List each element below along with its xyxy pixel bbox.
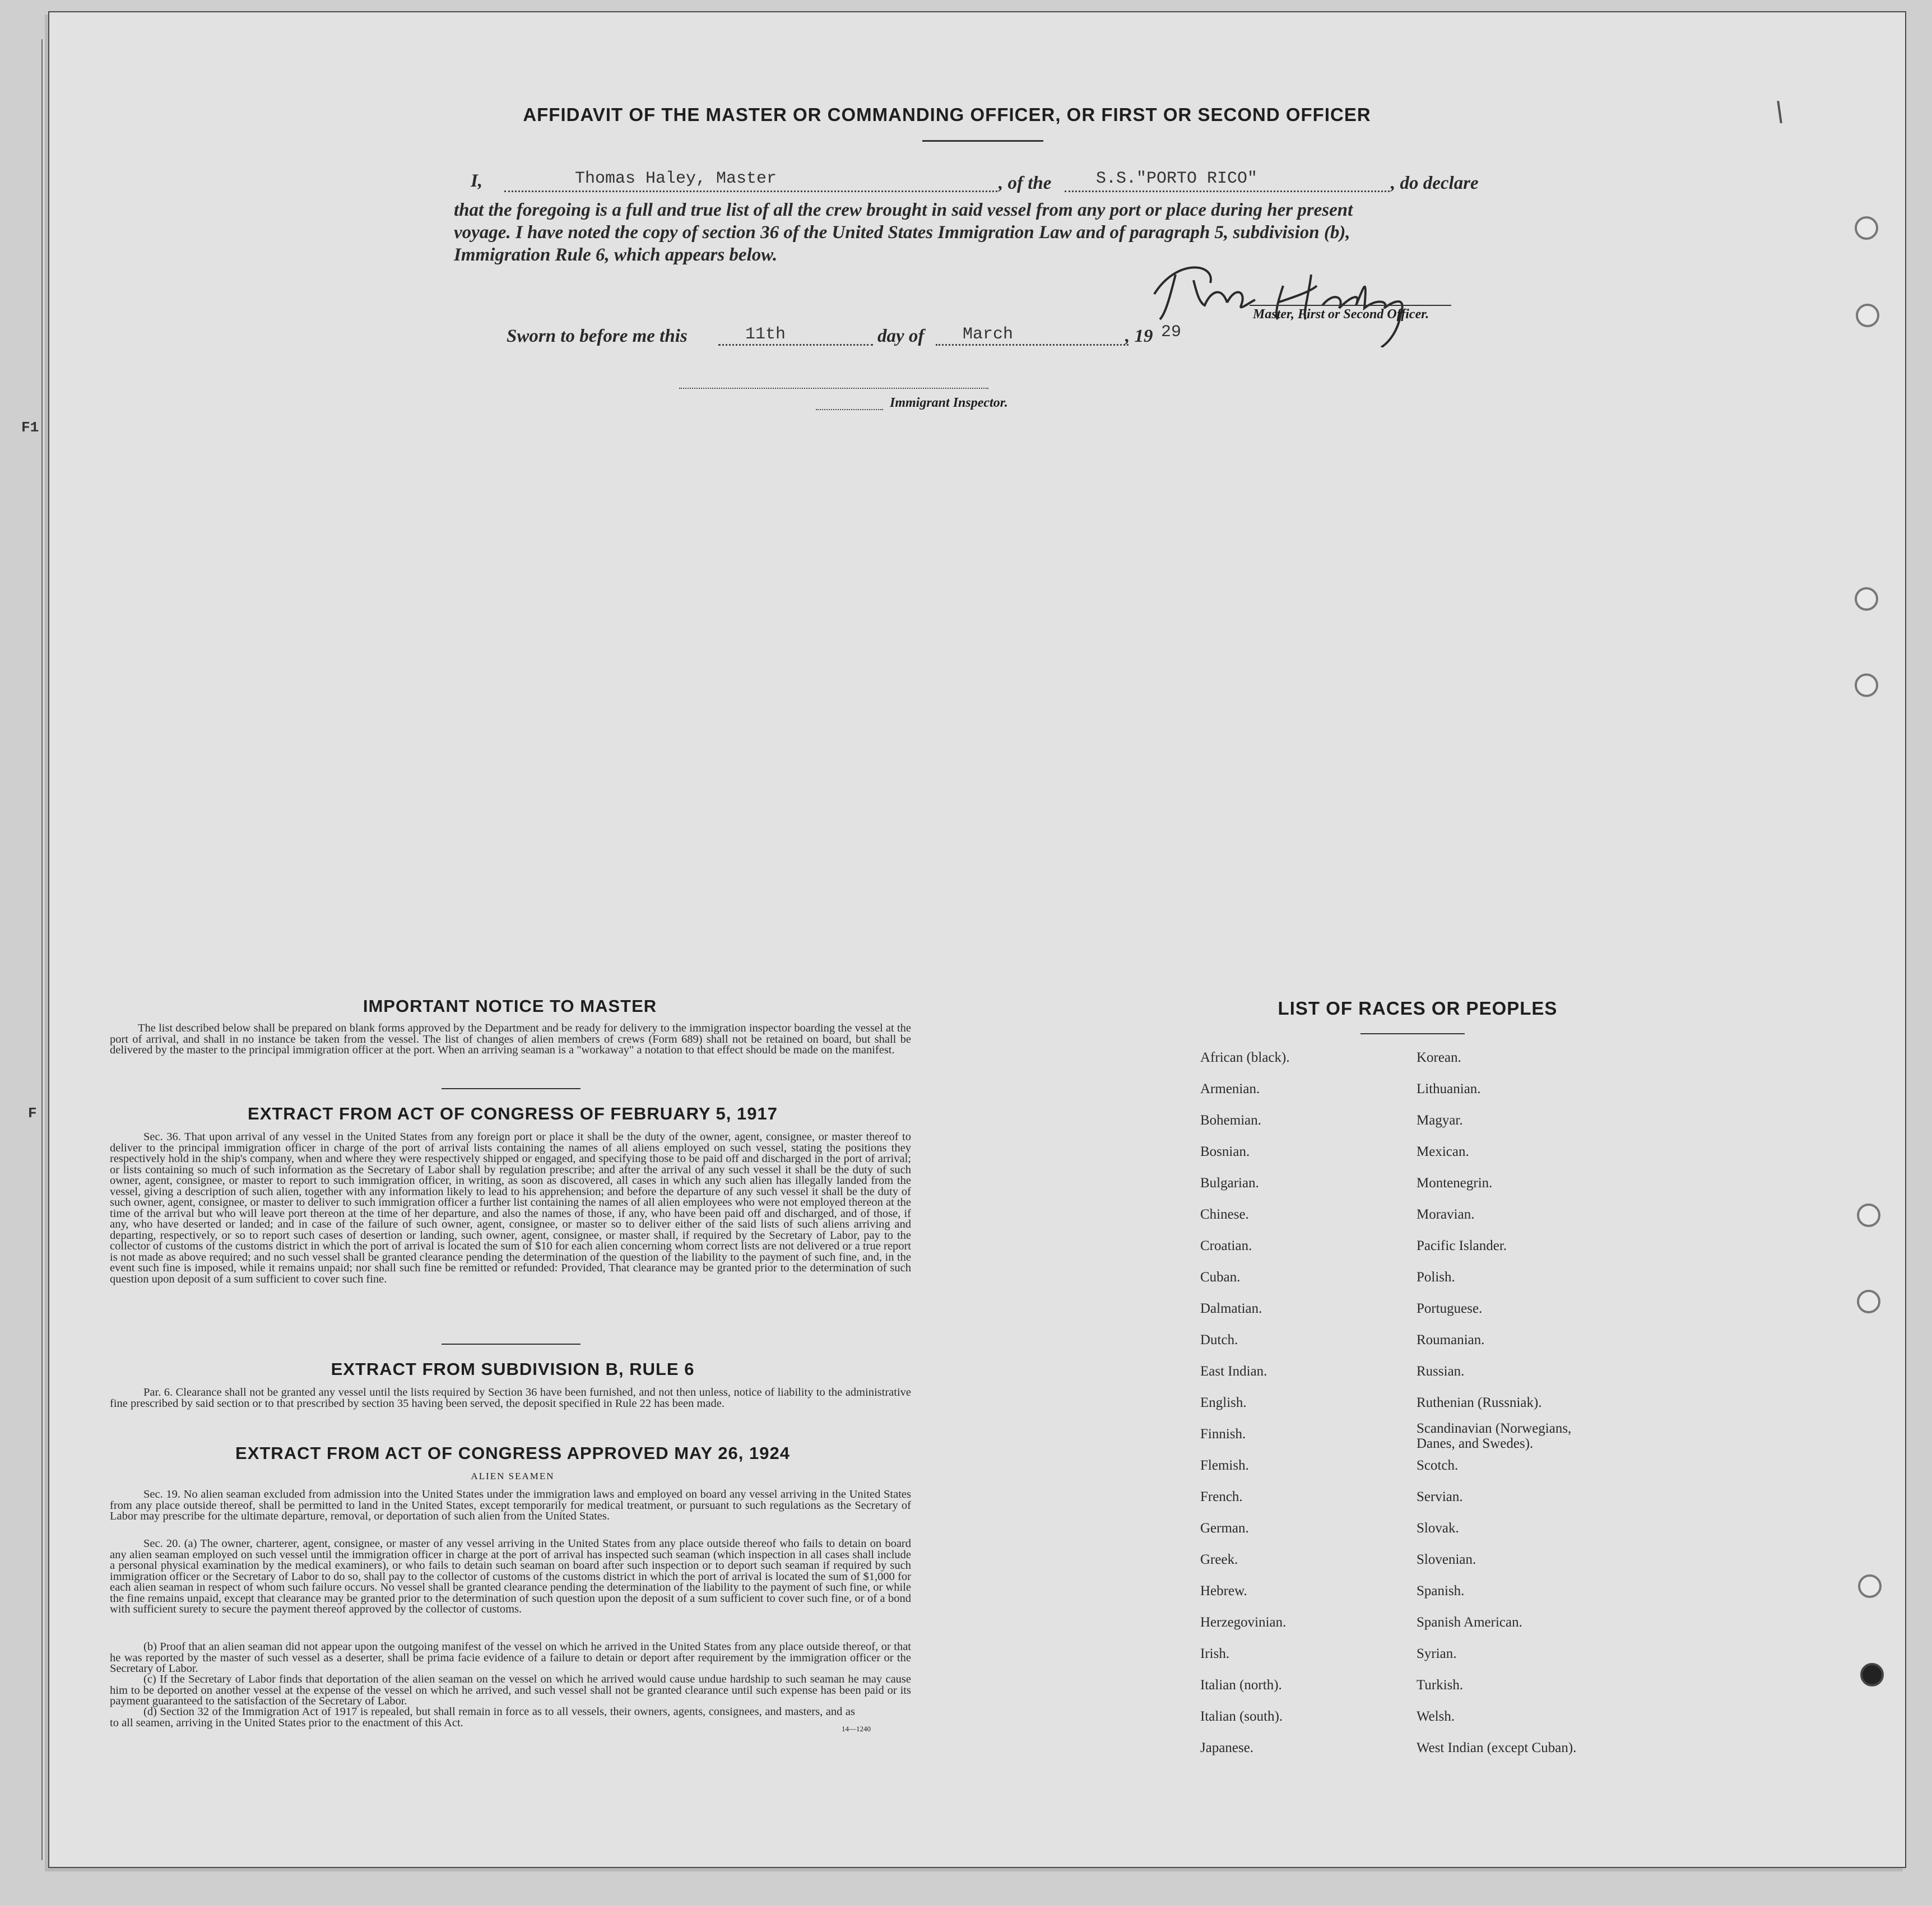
signature-label: Master, First or Second Officer. (1253, 307, 1429, 322)
race-item: Moravian. (1417, 1207, 1475, 1222)
sec-20d-text: (d) Section 32 of the Immigration Act of 1917 is repealed, but shall remain in force as to all vessels, their owners, agents, consignees, and masters, and as to all seamen, arriving in the United States prior to the enactment of this Act. (110, 1706, 855, 1729)
punch-hole (1855, 216, 1878, 240)
sworn-year-value: 29 (1161, 323, 1182, 342)
notice-text: The list described below shall be prepared on blank forms approved by the Department and be ready for delivery to the immigration inspector boarding the vessel at the port of arrival, and shall in no instance be taken from the vessel. The list of changes of alien members of crews (Form 689) shall not be retained on board, but shall be delivered by the master to the principal immigration officer at the port. When an arriving seaman is a "workaway" a notation to that effect should be made on the manifest. (110, 1022, 911, 1056)
race-item: Herzegovinian. (1200, 1615, 1287, 1630)
race-item: Ruthenian (Russniak). (1417, 1395, 1542, 1410)
race-item: Korean. (1417, 1050, 1461, 1065)
race-item: German. (1200, 1521, 1249, 1536)
punch-hole (1857, 1290, 1880, 1313)
sec-20c-text: (c) If the Secretary of Labor finds that deportation of the alien seaman on the vessel on which he arrived would cause undue hardship to such seaman he may cause him to be deported on another vessel at the expense of the vessel on which he arrived, and such vessel shall not be granted clearance until such expense has been paid or its payment guaranteed to the satisfaction of the Secretary of Labor. (110, 1673, 911, 1707)
race-item: African (black). (1200, 1050, 1290, 1065)
punch-hole (1857, 1204, 1880, 1227)
race-item: Finnish. (1200, 1427, 1246, 1442)
signature-line (1250, 305, 1451, 306)
race-item: Dalmatian. (1200, 1301, 1262, 1316)
race-item: Dutch. (1200, 1332, 1238, 1348)
race-item: Cuban. (1200, 1270, 1241, 1285)
day-of-label: day of (877, 326, 925, 346)
punch-hole (1858, 1574, 1882, 1598)
alien-seamen-subtitle: ALIEN SEAMEN (471, 1471, 555, 1481)
sec-20a-text: Sec. 20. (a) The owner, charterer, agent, consignee, or master of any vessel arriving in the United States from any place outside thereof who fails to detain on board any alien seaman employed on such vessel until the immigration officer in charge at the port of arrival has inspected such seaman (which inspection in all cases shall include a personal physical examination by the medical examiners), or who fails to detain such seaman on board after such inspection or to deport such seaman if required by such immigration officer or the Secretary of Labor to do so, shall pay to the collector of customs of the customs district in which the port of arrival is located the sum of $1,000 for each alien seaman in respect of whom such failure occurs. No vessel shall be granted clearance pending the determination of the liability to the payment of such fine, or while the fine remains unpaid, except that clearance may be granted prior to the determination of such question upon the deposit of a sum sufficient to cover such fine, or of a bond with sufficient surety to secure the payment thereof approved by the collector of customs. (110, 1537, 911, 1615)
master-name-value: Thomas Haley, Master (575, 169, 777, 188)
race-item: Spanish. (1417, 1583, 1465, 1599)
race-item: Flemish. (1200, 1458, 1249, 1473)
race-item: Servian. (1417, 1489, 1463, 1504)
race-item: Chinese. (1200, 1207, 1249, 1222)
rule-6-title: EXTRACT FROM SUBDIVISION B, RULE 6 (331, 1359, 695, 1379)
year-prefix-label: , 19 (1125, 326, 1153, 346)
race-item: Turkish. (1417, 1678, 1464, 1693)
sworn-month-line (936, 344, 1128, 346)
race-item: Bosnian. (1200, 1144, 1250, 1159)
vessel-name-line (1065, 190, 1390, 192)
race-item: Roumanian. (1417, 1332, 1485, 1348)
inspector-signature-line (679, 388, 988, 389)
affidavit-line-3: voyage. I have noted the copy of section 36 of the United States Immigration Law and of paragraph 5, subdivision (b), (454, 222, 1350, 243)
inspector-label: Immigrant Inspector. (890, 396, 1008, 410)
margin-fragment-f: F (28, 1105, 37, 1122)
of-the-label: , of the (998, 173, 1052, 193)
race-item: Welsh. (1417, 1709, 1455, 1724)
vessel-name-value: S.S."PORTO RICO" (1096, 169, 1258, 188)
race-item: Montenegrin. (1417, 1175, 1493, 1191)
punch-hole (1855, 587, 1878, 611)
rule-6-text: Par. 6. Clearance shall not be granted any vessel until the lists required by Section 36 have been furnished, and not then unless, notice of liability to the administrative fine prescribed by said section or to that prescribed by section 35 having been served, the deposit specified in Rule 22 has been made. (110, 1386, 911, 1410)
race-item: Armenian. (1200, 1081, 1260, 1096)
race-item: Bulgarian. (1200, 1175, 1259, 1191)
race-item: Bohemian. (1200, 1113, 1262, 1128)
races-title-rule (1360, 1033, 1465, 1034)
race-item: Irish. (1200, 1646, 1230, 1661)
declare-label: , do declare (1391, 173, 1479, 193)
inspector-lead-line (816, 409, 883, 410)
extract-1924-title: EXTRACT FROM ACT OF CONGRESS APPROVED MAY 26, 1924 (235, 1443, 790, 1463)
race-item: Italian (south). (1200, 1709, 1283, 1724)
race-item: Slovak. (1417, 1521, 1459, 1536)
race-item: Slovenian. (1417, 1552, 1476, 1567)
race-item: Polish. (1417, 1270, 1455, 1285)
notice-title: IMPORTANT NOTICE TO MASTER (363, 996, 657, 1016)
master-name-line (504, 190, 997, 192)
race-item: East Indian. (1200, 1364, 1267, 1379)
sworn-day-line (718, 344, 873, 346)
race-item: Portuguese. (1417, 1301, 1483, 1316)
affidavit-i-label: I, (471, 171, 483, 191)
affidavit-line-4: Immigration Rule 6, which appears below. (454, 245, 778, 265)
race-item: Hebrew. (1200, 1583, 1247, 1599)
sworn-day-value: 11th (745, 325, 786, 344)
sec-20b-text: (b) Proof that an alien seaman did not appear upon the outgoing manifest of the vessel on which he arrived in the United States from any place outside thereof, or that he was reported by the master of such vessel as a deserter, shall be prima facie evidence of a failure to detain or deport after requirement by the immigration officer or the Secretary of Labor. (110, 1641, 911, 1675)
margin-fragment-f1: F1 (21, 419, 39, 436)
sworn-label: Sworn to before me this (507, 326, 688, 346)
sworn-month-value: March (963, 325, 1014, 344)
race-item: Spanish American. (1417, 1615, 1522, 1630)
race-item: Scandinavian (Norwegians, Danes, and Swedes). (1417, 1421, 1572, 1451)
race-item: Magyar. (1417, 1113, 1463, 1128)
sec-19-text: Sec. 19. No alien seaman excluded from admission into the United States under the immigration laws and employed on board any vessel arriving in the United States from any place outside thereof, shall be permitted to land in the United States, except temporarily for medical treatment, or pursuant to such regulations as the Secretary of Labor may prescribe for the ultimate departure, removal, or deportation of such alien from the United States. (110, 1488, 911, 1522)
race-item: French. (1200, 1489, 1243, 1504)
notice-rule (442, 1088, 580, 1089)
race-item: Mexican. (1417, 1144, 1469, 1159)
race-item: Russian. (1417, 1364, 1465, 1379)
race-item: Greek. (1200, 1552, 1238, 1567)
title-rule (922, 140, 1043, 142)
races-title: LIST OF RACES OR PEOPLES (1278, 998, 1558, 1019)
race-item: West Indian (except Cuban). (1417, 1740, 1577, 1755)
race-item: Croatian. (1200, 1238, 1252, 1253)
master-signature (1143, 252, 1457, 347)
form-number: 14—1240 (842, 1725, 871, 1733)
race-item: English. (1200, 1395, 1247, 1410)
race-item: Scotch. (1417, 1458, 1459, 1473)
punch-hole (1860, 1663, 1884, 1686)
extract-1917-rule (442, 1344, 580, 1345)
race-item: Japanese. (1200, 1740, 1254, 1755)
race-item: Lithuanian. (1417, 1081, 1481, 1096)
punch-hole (1855, 673, 1878, 697)
affidavit-line-2: that the foregoing is a full and true list of all the crew brought in said vessel from any port or place during her present (454, 200, 1353, 220)
punch-hole (1856, 304, 1879, 327)
extract-1917-title: EXTRACT FROM ACT OF CONGRESS OF FEBRUARY 5, 1917 (248, 1104, 778, 1123)
extract-1917-text: Sec. 36. That upon arrival of any vessel in the United States from any foreign port or place it shall be the duty of the owner, agent, consignee, or master thereof to deliver to the principal immigration officer in charge of the port of arrival lists containing the names of all aliens employed on such vessel, stating the positions they respectively hold in the ship's company, when and where they were respectively shipped or engaged, and specifying those to be paid off and discharged in the port of arrival; or lists containing so much of such information as the Secretary of Labor shall by regulation prescribe; and after the arrival of any such vessel it shall be the duty of such owner, agent, consignee, or master to report to such immigration officer, in writing, as soon as discovered, all cases in which any such alien has illegally landed from the vessel, giving a description of such alien, together with any information likely to lead to his apprehension; and before the departure of any such vessel it shall be the duty of such owner, agent, consignee, or master to deliver to such immigration officer a further list containing the names of all alien employees who were not employed thereon at the time of the arrival but who will leave port thereon at the time of her departure, and also the names of those, if any, who have been paid off and discharged, and of those, if any, who have deserted or landed; and in case of the failure of such owner, agent, consignee, or master so to deliver either of the said lists of such aliens arriving and departing, respectively, or so to report such cases of desertion or landing, such owner, agent, consignee, or master shall, if required by the Secretary of Labor, pay to the collector of customs of the customs district in which the port of arrival is located the sum of $10 for each alien concerning whom correct lists are not delivered or a true report is not made as above required; and no such vessel shall be granted clearance pending the determination of the question of the liability to the payment of such fine, and, in the event such fine is imposed, while it remains unpaid; nor shall such fine be remitted or refunded: Provided, That clearance may be granted prior to the determination of such question upon deposit of a sum sufficient to cover such fine. (110, 1131, 911, 1285)
race-item: Italian (north). (1200, 1678, 1282, 1693)
affidavit-title: AFFIDAVIT OF THE MASTER OR COMMANDING OFFICER, OR FIRST OR SECOND OFFICER (523, 104, 1371, 125)
race-item: Syrian. (1417, 1646, 1457, 1661)
race-item: Pacific Islander. (1417, 1238, 1507, 1253)
